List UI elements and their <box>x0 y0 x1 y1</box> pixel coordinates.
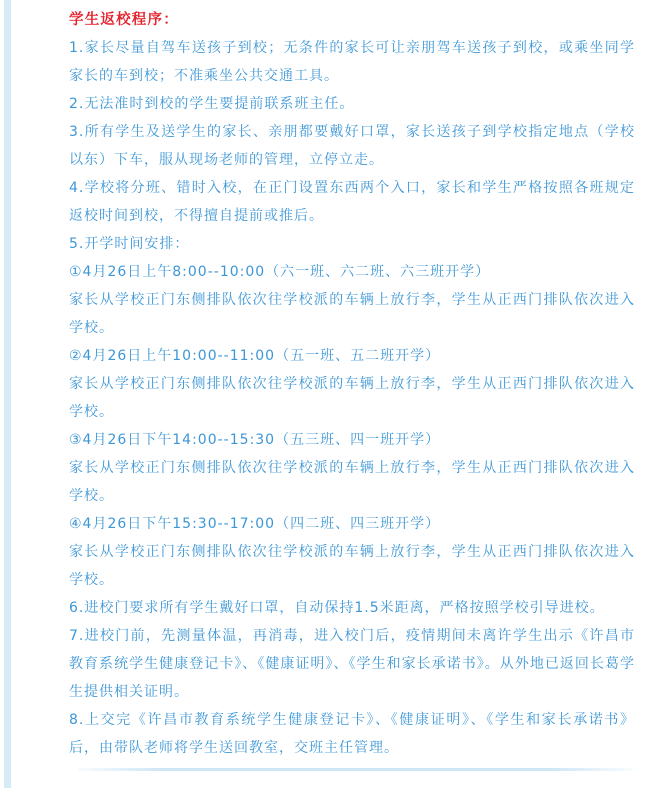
step-4-paragraph: 4.学校将分班、错时入校，在正门设置东西两个入口，家长和学生严格按照各班规定返校时间到校，不得擅自提前或推后。 <box>69 180 635 224</box>
schedule-4-instructions: 家长从学校正门东侧排队依次往学校派的车辆上放行李，学生从正西门排队依次进入学校。 <box>69 544 635 588</box>
schedule-4-time: ④4月26日下午15:30--17:00（四二班、四三班开学） <box>69 516 441 532</box>
schedule-1-instructions: 家长从学校正门东侧排队依次往学校派的车辆上放行李，学生从正西门排队依次进入学校。 <box>69 292 635 336</box>
step-7-paragraph: 7.进校门前，先测量体温，再消毒，进入校门后，疫情期间未离许学生出示《许昌市教育系统学生健康登记卡》、《健康证明》、《学生和家长承诺书》。从外地已返回长葛学生提供相关证明。 <box>69 628 635 700</box>
schedule-3-time: ③4月26日下午14:00--15:30（五三班、四一班开学） <box>69 432 441 448</box>
step-5-paragraph: 5.开学时间安排： <box>69 236 190 252</box>
schedule-1-time: ①4月26日上午8:00--10:00（六一班、六二班、六三班开学） <box>69 264 491 280</box>
step-3-paragraph: 3.所有学生及送学生的家长、亲朋都要戴好口罩，家长送孩子到学校指定地点（学校以东）下车，服从现场老师的管理，立停立走。 <box>69 124 635 168</box>
step-6-paragraph: 6.进校门要求所有学生戴好口罩，自动保持1.5米距离，严格按照学校引导进校。 <box>69 600 605 616</box>
bottom-divider <box>78 768 633 771</box>
step-1-paragraph: 1.家长尽量自驾车送孩子到校；无条件的家长可让亲朋驾车送孩子到校，或乘坐同学家长的车到校；不准乘坐公共交通工具。 <box>69 40 635 84</box>
step-8-paragraph: 8.上交完《许昌市教育系统学生健康登记卡》、《健康证明》、《学生和家长承诺书》后，由带队老师将学生送回教室，交班主任管理。 <box>69 712 635 756</box>
schedule-2-instructions: 家长从学校正门东侧排队依次往学校派的车辆上放行李，学生从正西门排队依次进入学校。 <box>69 376 635 420</box>
schedule-2-time: ②4月26日上午10:00--11:00（五一班、五二班开学） <box>69 348 441 364</box>
left-accent-rule <box>4 0 11 788</box>
step-2-paragraph: 2.无法准时到校的学生要提前联系班主任。 <box>69 96 355 112</box>
section-heading: 学生返校程序： <box>69 12 179 28</box>
schedule-3-instructions: 家长从学校正门东侧排队依次往学校派的车辆上放行李，学生从正西门排队依次进入学校。 <box>69 460 635 504</box>
article-body <box>69 6 635 762</box>
